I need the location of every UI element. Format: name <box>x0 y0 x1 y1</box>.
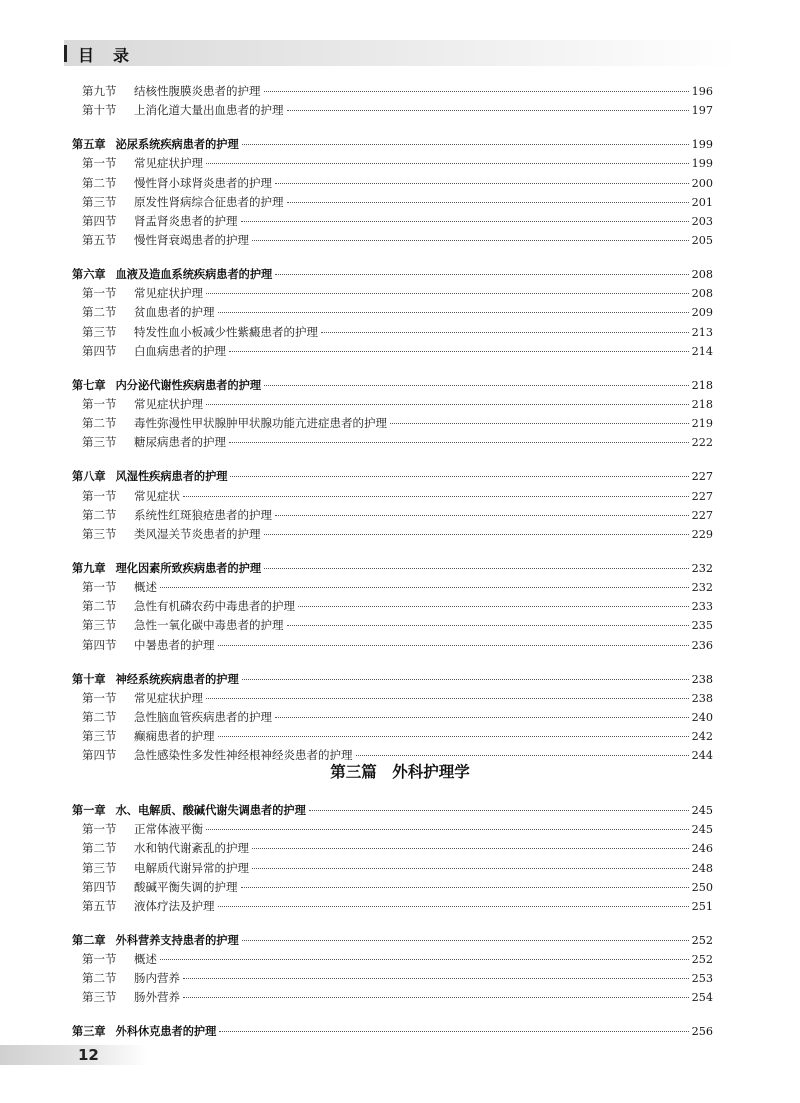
toc-dot-leader <box>287 625 689 626</box>
toc-chapter-row[interactable] <box>72 559 713 578</box>
toc-section-row[interactable] <box>72 323 713 342</box>
toc-dot-leader <box>241 887 689 888</box>
toc-entry-page: 208 <box>691 268 713 282</box>
toc-dot-leader <box>275 515 689 516</box>
toc-entry-page: 227 <box>691 470 713 484</box>
toc-entry-page: 209 <box>691 306 713 320</box>
toc-chapter-row[interactable] <box>72 670 713 689</box>
toc-entry-label: 第一节 <box>82 488 117 503</box>
toc-entry-label: 第五节 <box>82 233 117 248</box>
toc-dot-leader <box>160 959 689 960</box>
toc-entry-page: 199 <box>691 138 713 152</box>
toc-entry-page: 200 <box>691 176 713 190</box>
toc-entry-page: 244 <box>691 749 713 763</box>
toc-dot-leader <box>264 534 689 535</box>
toc-entry-title: 毒性弥漫性甲状腺肿甲状腺功能亢进症患者的护理 <box>134 416 387 431</box>
toc-dot-leader <box>206 163 689 164</box>
toc-section-row[interactable] <box>72 988 713 1007</box>
toc-section-row[interactable] <box>72 578 713 597</box>
toc-entry-label: 第二节 <box>82 507 117 522</box>
toc-entry-title: 中暑患者的护理 <box>134 637 215 652</box>
toc-dot-leader <box>242 679 689 680</box>
toc-entry-title: 急性感染性多发性神经根神经炎患者的护理 <box>134 748 353 763</box>
toc-entry-label: 第二节 <box>82 305 117 320</box>
toc-entry-page: 233 <box>691 600 713 614</box>
toc-entry-title: 常见症状护理 <box>134 286 203 301</box>
toc-entry-label: 第四节 <box>82 637 117 652</box>
toc-entry-title: 外科营养支持患者的护理 <box>115 933 239 947</box>
toc-dot-leader <box>275 274 688 275</box>
toc-entry-label: 第四节 <box>82 748 117 763</box>
toc-section-row[interactable] <box>72 708 713 727</box>
toc-section-row[interactable] <box>72 231 713 250</box>
toc-entry-page: 203 <box>691 214 713 228</box>
toc-entry-page: 246 <box>691 842 713 856</box>
toc-dot-leader <box>183 997 689 998</box>
toc-dot-leader <box>230 476 688 477</box>
toc-dot-leader <box>206 293 689 294</box>
toc-entry-page: 238 <box>691 672 713 686</box>
toc-entry-title: 外科休克患者的护理 <box>115 1025 217 1039</box>
toc-dot-leader <box>252 240 689 241</box>
toc-entry-page: 199 <box>691 157 713 171</box>
toc-dot-leader <box>390 423 689 424</box>
toc-entry-page: 256 <box>691 1025 713 1039</box>
toc-dot-leader <box>241 221 689 222</box>
toc-gap <box>72 120 713 135</box>
toc-entry-page: 201 <box>691 195 713 209</box>
toc-dot-leader <box>206 698 689 699</box>
toc-dot-leader <box>206 829 689 830</box>
toc-entry-label: 第三节 <box>82 729 117 744</box>
toc-entry-page: 250 <box>691 880 713 894</box>
toc-section-row[interactable] <box>72 395 713 414</box>
toc-entry-title: 贫血患者的护理 <box>134 305 215 320</box>
toc-section-row[interactable] <box>72 193 713 212</box>
toc-entry-page: 252 <box>691 933 713 947</box>
toc-entry-label: 第三节 <box>82 435 117 450</box>
toc-chapter-row[interactable] <box>72 135 713 154</box>
toc-entry-page: 208 <box>691 287 713 301</box>
toc-section-row[interactable] <box>72 820 713 839</box>
toc-entry-title: 风湿性疾病患者的护理 <box>115 470 228 484</box>
toc-entry-page: 227 <box>691 508 713 522</box>
toc-entry-label: 第一节 <box>82 286 117 301</box>
toc-entry-page: 196 <box>691 85 713 98</box>
toc-entry-title: 特发性血小板减少性紫癜患者的护理 <box>134 324 318 339</box>
toc-dot-leader <box>356 755 689 756</box>
toc-chapter-row[interactable] <box>72 931 713 950</box>
toc-section-row[interactable] <box>72 897 713 916</box>
toc-section-row[interactable] <box>72 414 713 433</box>
toc-gap <box>72 544 713 559</box>
toc-section-row[interactable] <box>72 174 713 193</box>
toc-dot-leader <box>229 351 689 352</box>
toc-entry-label: 第四节 <box>82 879 117 894</box>
toc-chapter-row[interactable] <box>72 265 713 284</box>
toc-entry-title: 血液及造血系统疾病患者的护理 <box>115 268 273 282</box>
toc-entry-page: 242 <box>691 730 713 744</box>
toc-entry-label: 第一节 <box>82 952 117 967</box>
toc-entry-title: 类风湿关节炎患者的护理 <box>134 526 261 541</box>
toc-dot-leader <box>309 810 689 811</box>
toc-entry-label: 第二章 <box>72 933 106 947</box>
toc-entry-page: 197 <box>691 104 713 118</box>
toc-entry-page: 213 <box>691 325 713 339</box>
toc-entry-page: 245 <box>691 823 713 837</box>
toc-entry-title: 急性有机磷农药中毒患者的护理 <box>134 599 295 614</box>
toc-entry-page: 232 <box>691 561 713 575</box>
toc-entry-label: 第五章 <box>72 138 106 152</box>
toc-entry-title: 理化因素所致疾病患者的护理 <box>115 561 262 575</box>
toc-section-row[interactable] <box>72 212 713 231</box>
toc-entry-title: 急性一氧化碳中毒患者的护理 <box>134 618 284 633</box>
toc-dot-leader <box>219 1031 688 1032</box>
toc-gap <box>72 250 713 265</box>
toc-entry-page: 218 <box>691 398 713 412</box>
toc-entry-title: 正常体液平衡 <box>134 822 203 837</box>
toc-dot-leader <box>321 332 689 333</box>
toc-entry-title: 水和钠代谢紊乱的护理 <box>134 841 249 856</box>
toc-section-row[interactable] <box>72 950 713 969</box>
toc-dot-leader <box>218 736 689 737</box>
toc-entry-title: 神经系统疾病患者的护理 <box>115 672 239 686</box>
toc-entry-page: 236 <box>691 638 713 652</box>
toc-dot-leader <box>218 906 689 907</box>
toc-gap <box>72 655 713 670</box>
toc-dot-leader <box>264 385 689 386</box>
toc-list-bottom <box>72 801 713 1042</box>
toc-entry-label: 第五节 <box>82 898 117 913</box>
running-header <box>64 40 740 66</box>
toc-gap <box>72 453 713 468</box>
toc-gap <box>72 916 713 931</box>
toc-dot-leader <box>218 645 689 646</box>
toc-section-row[interactable] <box>72 303 713 322</box>
toc-dot-leader <box>264 568 689 569</box>
toc-entry-label: 第三节 <box>82 860 117 875</box>
toc-dot-leader <box>252 868 689 869</box>
toc-entry-title: 内分泌代谢性疾病患者的护理 <box>115 378 262 392</box>
toc-list-top <box>72 82 713 766</box>
toc-entry-label: 第十章 <box>72 672 106 686</box>
toc-entry-label: 第九节 <box>82 84 117 98</box>
toc-section-row[interactable] <box>72 878 713 897</box>
header-title: 目录 <box>78 46 149 65</box>
toc-dot-leader <box>287 202 689 203</box>
toc-entry-label: 第一节 <box>82 580 117 595</box>
toc-entry-title: 常见症状护理 <box>134 397 203 412</box>
toc-chapter-row[interactable] <box>72 801 713 820</box>
toc-entry-page: 219 <box>691 417 713 431</box>
toc-section-row[interactable] <box>72 342 713 361</box>
toc-entry-title: 常见症状 <box>134 488 180 503</box>
toc-dot-leader <box>275 183 689 184</box>
toc-entry-page: 235 <box>691 619 713 633</box>
toc-dot-leader <box>229 442 689 443</box>
toc-entry-page: 214 <box>691 344 713 358</box>
toc-section-row[interactable] <box>72 433 713 452</box>
toc-entry-title: 结核性腹膜炎患者的护理 <box>134 84 261 98</box>
toc-entry-label: 第三节 <box>82 194 117 209</box>
toc-entry-title: 糖尿病患者的护理 <box>134 435 226 450</box>
toc-entry-label: 第三章 <box>72 1025 106 1039</box>
toc-entry-label: 第四节 <box>82 343 117 358</box>
part-title: 第三篇 外科护理学 <box>330 763 470 781</box>
toc-entry-title: 系统性红斑狼疮患者的护理 <box>134 507 272 522</box>
toc-entry-title: 原发性肾病综合征患者的护理 <box>134 194 284 209</box>
toc-section-row[interactable] <box>72 487 713 506</box>
toc-section-row[interactable] <box>72 597 713 616</box>
toc-entry-label: 第三节 <box>82 324 117 339</box>
toc-entry-title: 肾盂肾炎患者的护理 <box>134 213 238 228</box>
toc-entry-title: 白血病患者的护理 <box>134 343 226 358</box>
toc-entry-page: 251 <box>691 899 713 913</box>
toc-entry-title: 肠内营养 <box>134 971 180 986</box>
toc-section-row[interactable] <box>72 689 713 708</box>
toc-entry-title: 酸碱平衡失调的护理 <box>134 879 238 894</box>
toc-dot-leader <box>298 606 689 607</box>
toc-dot-leader <box>252 848 689 849</box>
toc-gap <box>72 361 713 376</box>
toc-section-row[interactable] <box>72 506 713 525</box>
toc-entry-title: 水、电解质、酸碱代谢失调患者的护理 <box>115 804 306 817</box>
toc-entry-page: 252 <box>691 953 713 967</box>
toc-dot-leader <box>264 91 689 92</box>
toc-entry-label: 第一章 <box>72 804 106 817</box>
toc-entry-page: 218 <box>691 378 713 392</box>
toc-dot-leader <box>287 110 689 111</box>
toc-section-row[interactable] <box>72 284 713 303</box>
toc-section-row[interactable] <box>72 82 713 101</box>
toc-entry-label: 第八章 <box>72 470 106 484</box>
toc-entry-title: 常见症状护理 <box>134 156 203 171</box>
toc-section-row[interactable] <box>72 839 713 858</box>
toc-entry-label: 第一节 <box>82 397 117 412</box>
toc-entry-label: 第一节 <box>82 822 117 837</box>
toc-entry-label: 第四节 <box>82 213 117 228</box>
toc-dot-leader <box>242 144 689 145</box>
toc-entry-page: 253 <box>691 972 713 986</box>
toc-entry-label: 第二节 <box>82 599 117 614</box>
toc-dot-leader <box>206 404 689 405</box>
toc-dot-leader <box>275 717 689 718</box>
toc-entry-label: 第一节 <box>82 156 117 171</box>
toc-entry-label: 第三节 <box>82 990 117 1005</box>
toc-entry-title: 概述 <box>134 952 157 967</box>
toc-chapter-row[interactable] <box>72 467 713 486</box>
toc-section-row[interactable] <box>72 859 713 878</box>
toc-dot-leader <box>218 312 689 313</box>
toc-entry-title: 液体疗法及护理 <box>134 898 215 913</box>
toc-section-row[interactable] <box>72 154 713 173</box>
toc-chapter-row[interactable] <box>72 376 713 395</box>
toc-entry-label: 第三节 <box>82 618 117 633</box>
toc-entry-title: 急性脑血管疾病患者的护理 <box>134 710 272 725</box>
toc-entry-title: 慢性肾小球肾炎患者的护理 <box>134 175 272 190</box>
toc-entry-title: 常见症状护理 <box>134 690 203 705</box>
toc-dot-leader <box>160 587 689 588</box>
toc-entry-label: 第二节 <box>82 971 117 986</box>
toc-entry-label: 第六章 <box>72 268 106 282</box>
toc-entry-label: 第三节 <box>82 526 117 541</box>
toc-section-row[interactable] <box>72 636 713 655</box>
toc-section-row[interactable] <box>72 969 713 988</box>
toc-entry-title: 上消化道大量出血患者的护理 <box>134 103 284 118</box>
toc-chapter-row[interactable] <box>72 1022 713 1041</box>
toc-gap <box>72 1008 713 1023</box>
toc-entry-label: 第二节 <box>82 841 117 856</box>
toc-entry-page: 227 <box>691 489 713 503</box>
toc-entry-title: 泌尿系统疾病患者的护理 <box>115 138 239 152</box>
toc-entry-label: 第二节 <box>82 416 117 431</box>
toc-dot-leader <box>242 940 689 941</box>
toc-entry-label: 第九章 <box>72 561 106 575</box>
toc-section-row[interactable] <box>72 616 713 635</box>
toc-entry-label: 第十节 <box>82 103 117 118</box>
toc-entry-label: 第二节 <box>82 710 117 725</box>
toc-entry-page: 229 <box>691 527 713 541</box>
toc-entry-page: 238 <box>691 691 713 705</box>
toc-entry-title: 概述 <box>134 580 157 595</box>
toc-entry-label: 第二节 <box>82 175 117 190</box>
toc-entry-title: 慢性肾衰竭患者的护理 <box>134 233 249 248</box>
toc-section-row[interactable] <box>72 525 713 544</box>
toc-entry-page: 248 <box>691 861 713 875</box>
toc-dot-leader <box>183 978 689 979</box>
toc-entry-page: 205 <box>691 234 713 248</box>
toc-entry-title: 癫痫患者的护理 <box>134 729 215 744</box>
toc-section-row[interactable] <box>72 727 713 746</box>
toc-dot-leader <box>183 496 689 497</box>
toc-entry-page: 222 <box>691 436 713 450</box>
toc-entry-label: 第一节 <box>82 690 117 705</box>
toc-section-row[interactable] <box>72 101 713 120</box>
header-bar-decoration <box>64 45 67 62</box>
toc-entry-page: 240 <box>691 711 713 725</box>
toc-entry-page: 254 <box>691 991 713 1005</box>
toc-entry-label: 第七章 <box>72 378 106 392</box>
toc-entry-title: 肠外营养 <box>134 990 180 1005</box>
page-number: 12 <box>78 1046 99 1064</box>
toc-entry-title: 电解质代谢异常的护理 <box>134 860 249 875</box>
toc-entry-page: 245 <box>691 804 713 817</box>
page-footer <box>0 1045 148 1065</box>
toc-entry-page: 232 <box>691 581 713 595</box>
